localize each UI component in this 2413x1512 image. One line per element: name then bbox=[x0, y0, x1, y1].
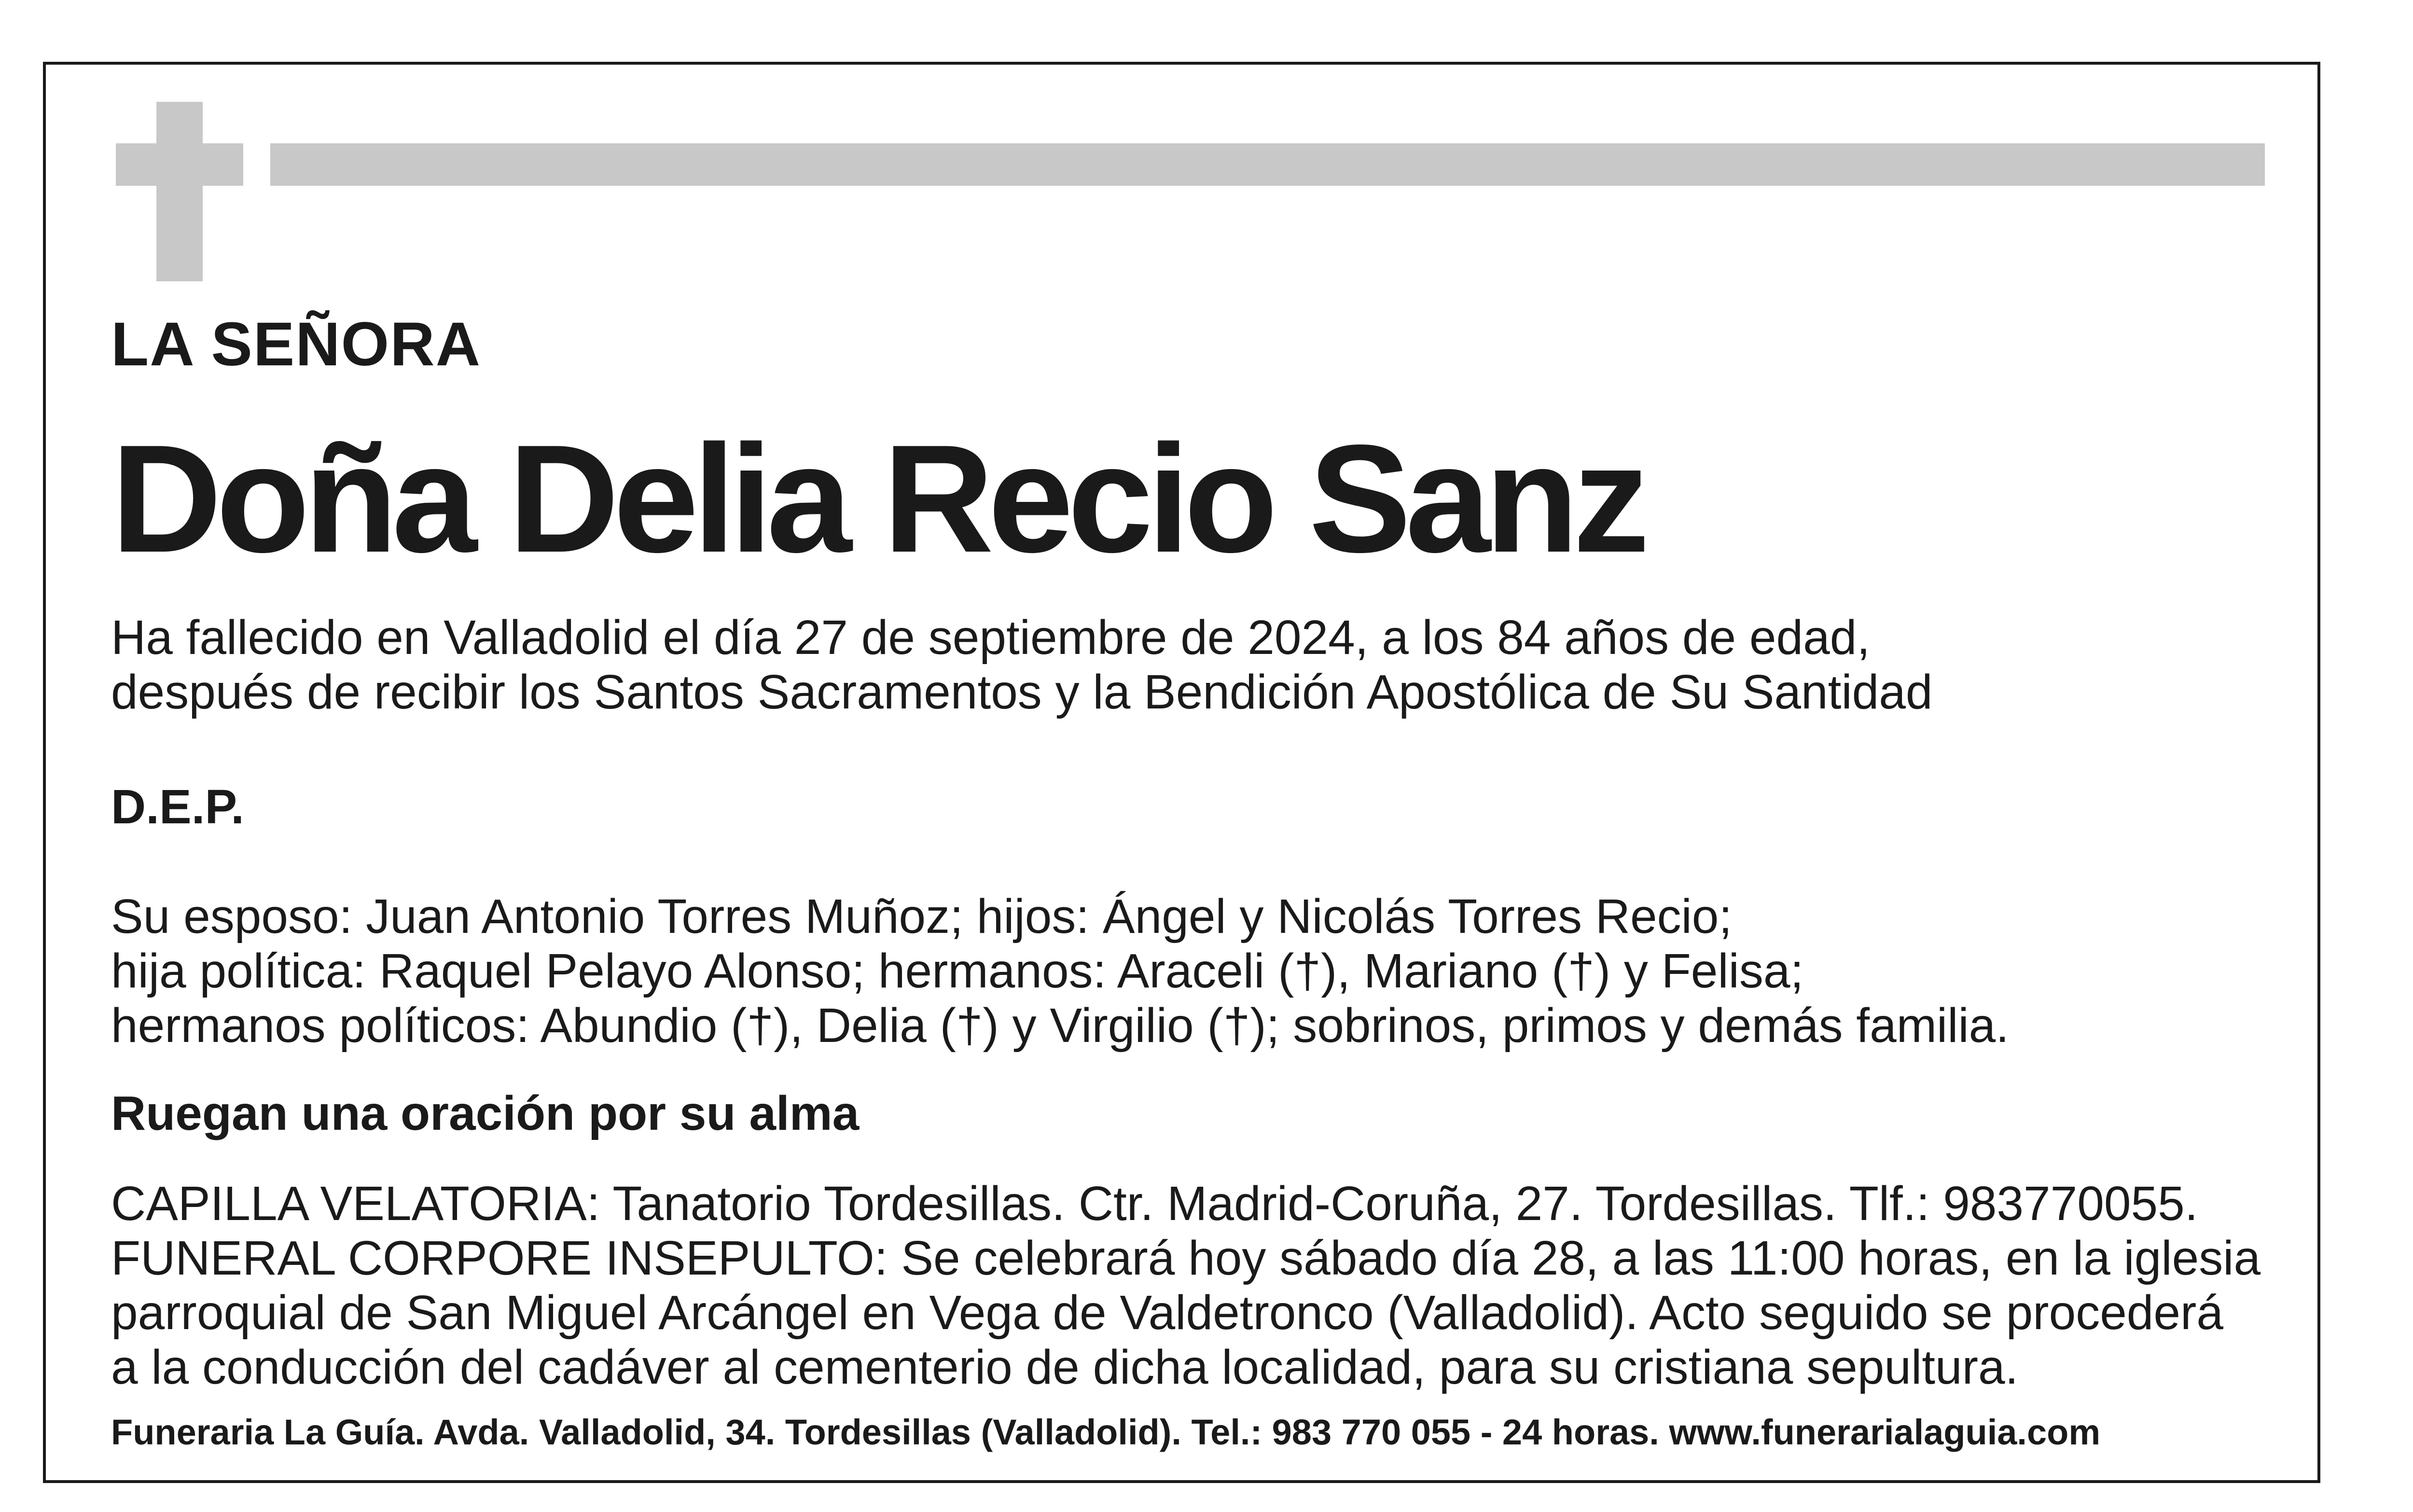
announcement-line: después de recibir los Santos Sacramentos y la Bendición Apostólica de Su Santidad bbox=[111, 665, 1933, 719]
family-line: Su esposo: Juan Antonio Torres Muñoz; hijos: Ángel y Nicolás Torres Recio; bbox=[111, 889, 1733, 943]
cross-icon-arm bbox=[116, 143, 243, 186]
prayer-request: Ruegan una oración por su alma bbox=[111, 1086, 860, 1140]
service-line: a la conducción del cadáver al cementerio de dicha localidad, para su cristiana sepultura. bbox=[111, 1340, 2019, 1394]
service-line: parroquial de San Miguel Arcángel en Vega de Valdetronco (Valladolid). Acto seguido se procederá bbox=[111, 1286, 2223, 1340]
family-list bbox=[111, 889, 2009, 1053]
announcement-line: Ha fallecido en Valladolid el día 27 de septiembre de 2024, a los 84 años de edad, bbox=[111, 610, 1871, 665]
family-line: hija política: Raquel Pelayo Alonso; hermanos: Araceli (†), Mariano (†) y Felisa; bbox=[111, 944, 1804, 998]
family-line: hermanos políticos: Abundio (†), Delia (†) y Virgilio (†); sobrinos, primos y demás familia. bbox=[111, 999, 2010, 1053]
funeral-home-footer: Funeraria La Guía. Avda. Valladolid, 34. Tordesillas (Valladolid). Tel.: 983 770 055 - 24 horas. www.funerarialaguia.com bbox=[111, 1412, 2101, 1452]
announcement-text bbox=[111, 610, 1933, 720]
deceased-name: Doña Delia Recio Sanz bbox=[111, 413, 1644, 584]
cross-icon bbox=[156, 102, 203, 281]
header-rule bbox=[270, 143, 2265, 186]
service-line: FUNERAL CORPORE INSEPULTO: Se celebrará hoy sábado día 28, a las 11:00 horas, en la iglesia bbox=[111, 1231, 2261, 1285]
honorific-heading: LA SEÑORA bbox=[111, 310, 482, 379]
dep-label: D.E.P. bbox=[111, 780, 245, 834]
service-line: CAPILLA VELATORIA: Tanatorio Tordesillas. Ctr. Madrid-Coruña, 27. Tordesillas. Tlf.: 983770055. bbox=[111, 1177, 2198, 1231]
service-details bbox=[111, 1177, 2260, 1395]
